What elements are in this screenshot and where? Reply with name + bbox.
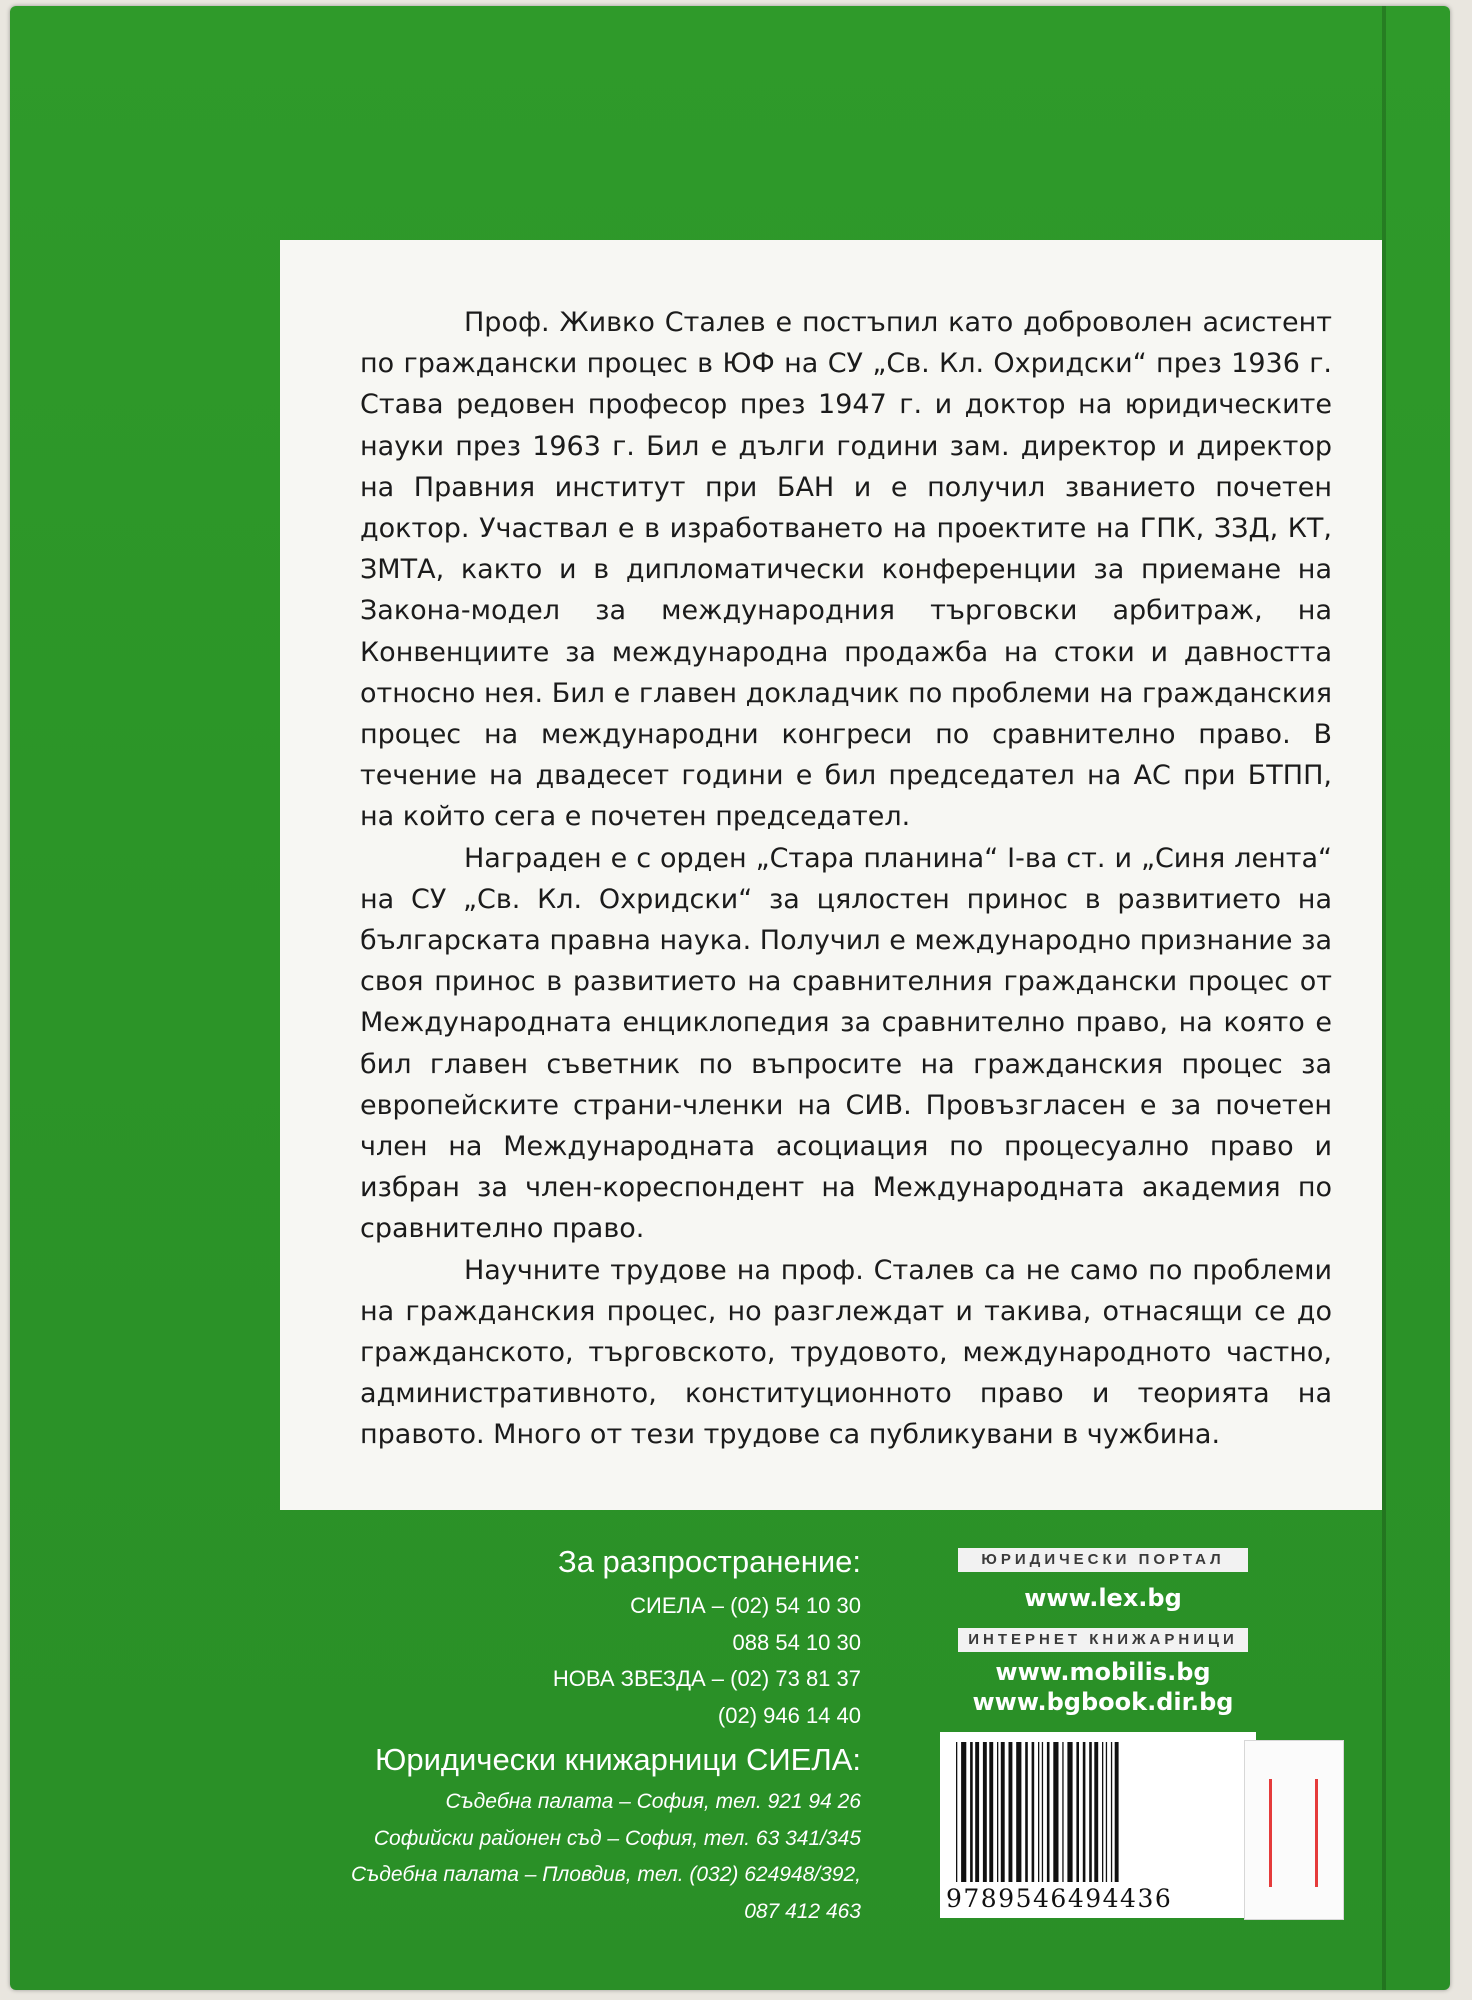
store-line: 087 412 463 bbox=[744, 1899, 861, 1923]
legal-portal-label: ЮРИДИЧЕСКИ ПОРТАЛ bbox=[958, 1548, 1248, 1572]
spine-edge bbox=[1382, 6, 1386, 1990]
distribution-info bbox=[351, 1542, 861, 1930]
bio-paragraph-3: Научните трудове на проф. Сталев са не само по проблеми на гражданския процес, но разглеждат и такива, отнасящи се до гражданското, търговското, трудовото, международното частно, административното, конституционното право и теорията на правото. Много от тези трудове са публикувани в чужбина. bbox=[360, 1254, 1332, 1451]
distribution-line: НОВА ЗВЕЗДА – (02) 73 81 37 bbox=[552, 1666, 861, 1691]
distribution-heading: За разпространение: bbox=[557, 1544, 861, 1579]
isbn-barcode bbox=[940, 1732, 1256, 1918]
store-line: Софийски районен съд – София, тел. 63 341/345 bbox=[373, 1826, 861, 1850]
portal-url: www.lex.bg bbox=[1024, 1584, 1182, 1612]
online-bookshops-label: ИНТЕРНЕТ КНИЖАРНИЦИ bbox=[958, 1628, 1248, 1652]
barcode-bars bbox=[954, 1742, 1184, 1882]
isbn-number: 9789546494436 bbox=[946, 1884, 1173, 1913]
store-line: Съдебна палата – Пловдив, тел. (032) 624948/392, bbox=[351, 1863, 861, 1886]
distribution-line: (02) 946 14 40 bbox=[717, 1702, 861, 1728]
stores-heading: Юридически книжарници СИЕЛА: bbox=[375, 1742, 861, 1777]
store-line: Съдебна палата – София, тел. 921 94 26 bbox=[445, 1790, 861, 1813]
price-sticker bbox=[1244, 1740, 1344, 1920]
bio-paragraph-2: Награден е с орден „Стара планина“ I-ва ст. и „Синя лента“ на СУ „Св. Кл. Охридски“ за цялостен принос в развитието на българската правна наука. Получил е международно признание за своя принос в развитието на сравнителния граждански процес от Международната енциклопедия за сравнително право, на която е бил главен съветник по въпросите на гражданския процес за европейските страни-членки на СИВ. Провъзгласен е за почетен член на Международната асоциация по процесуално право и избран за член-кореспондент на Международната академия по сравнително право. bbox=[360, 842, 1332, 1245]
bookshop-url: www.bgbook.dir.bg bbox=[972, 1688, 1234, 1716]
sticker-mark bbox=[1269, 1779, 1272, 1887]
bookshop-url: www.mobilis.bg bbox=[995, 1658, 1211, 1686]
biography-text bbox=[360, 302, 1332, 1456]
distribution-line: 088 54 10 30 bbox=[732, 1629, 861, 1655]
distribution-line: СИЕЛА – (02) 54 10 30 bbox=[630, 1593, 861, 1618]
bio-paragraph-1: Проф. Живко Сталев е постъпил като доброволен асистент по граждански процес в ЮФ на СУ „Св. Кл. Охридски“ през 1936 г. Става редовен професор през 1947 г. и доктор на юридическите науки през 1963 г. Бил е дълги години зам. директор и директор на Правния институт при БАН и е получил званието почетен доктор. Участвал е в изработването на проектите на ГПК, ЗЗД, КТ, ЗМТА, както и в дипломатически конференции за приемане на Закона-модел за международния търговски арбитраж, на Конвенциите за международна продажба на стоки и давността относно нея. Бил е главен докладчик по проблеми на гражданския процес на международни конгреси по сравнително право. В течение на двадесет години е бил председател на АС при БТПП, на който сега е почетен председател. bbox=[360, 307, 1332, 833]
sticker-mark bbox=[1315, 1779, 1318, 1887]
